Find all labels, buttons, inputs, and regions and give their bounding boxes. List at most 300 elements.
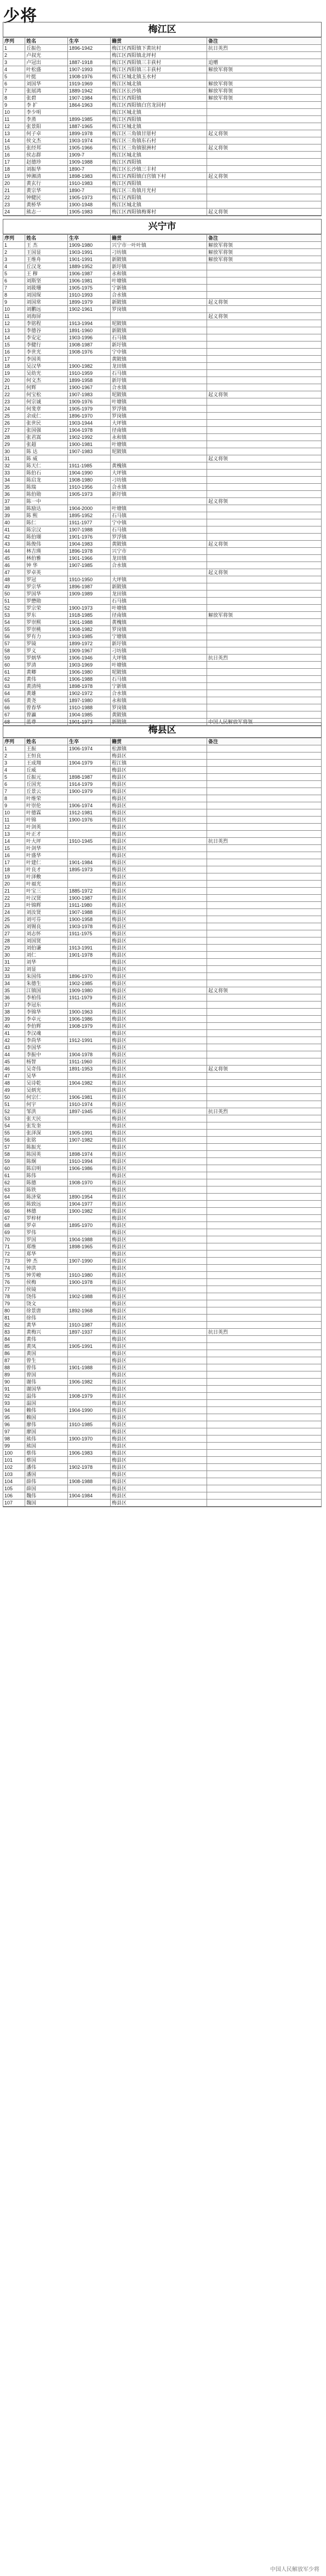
col-life	[68, 795, 111, 802]
col-hometown: 梅县区	[111, 1215, 207, 1222]
col-name: 蔡国	[25, 1457, 68, 1464]
col-life	[68, 569, 111, 576]
col-note	[207, 1115, 322, 1122]
col-hometown: 合水镇	[111, 384, 207, 391]
col-name: 罗卓	[25, 1222, 68, 1229]
col-index: 33	[3, 470, 25, 477]
col-note	[207, 945, 322, 952]
col-index: 49	[3, 1087, 25, 1094]
col-index: 23	[3, 398, 25, 406]
col-index: 66	[3, 704, 25, 711]
col-name: 黄凤	[25, 1343, 68, 1350]
col-life: 1906-1982	[68, 1379, 111, 1386]
table-row	[3, 180, 322, 187]
col-hometown: 梅县区	[111, 1115, 207, 1122]
table-row	[3, 669, 322, 676]
col-name: 刘志怀	[25, 930, 68, 937]
table-row	[3, 102, 322, 109]
table-row	[3, 1172, 322, 1179]
col-index: 20	[3, 881, 25, 888]
table-row	[3, 159, 322, 166]
col-hometown: 梅县区	[111, 1051, 207, 1058]
col-hometown: 梅县区	[111, 1222, 207, 1229]
col-index: 63	[3, 683, 25, 690]
col-hometown: 梅县区	[111, 888, 207, 895]
col-life: 1892-1968	[68, 1307, 111, 1315]
col-note	[207, 441, 322, 448]
col-life: 1900-1981	[68, 441, 111, 448]
col-index: 40	[3, 1023, 25, 1030]
table-row	[3, 1165, 322, 1172]
table-row	[3, 130, 322, 137]
col-life: 1889-1942	[68, 88, 111, 95]
table-row	[3, 1400, 322, 1407]
col-name: 陈伯石	[25, 470, 68, 477]
col-index: 96	[3, 1421, 25, 1428]
col-life: 1911-1979	[68, 994, 111, 1002]
table-row	[3, 1037, 322, 1044]
col-life: 1910-1950	[68, 576, 111, 583]
col-index: 24	[3, 209, 25, 216]
col-index: 10	[3, 306, 25, 313]
table-row	[3, 788, 322, 795]
col-hometown: 梅县区	[111, 795, 207, 802]
col-name: 李国英	[25, 356, 68, 363]
section-table	[3, 738, 322, 1507]
table-row	[3, 420, 322, 427]
col-hometown: 梅县区	[111, 1414, 207, 1421]
col-hometown: 梅县区	[111, 945, 207, 952]
table-row	[3, 859, 322, 866]
col-index: 9	[3, 299, 25, 306]
table-row	[3, 959, 322, 966]
table-row	[3, 356, 322, 363]
col-index: 12	[3, 123, 25, 130]
col-name: 刘国常	[25, 299, 68, 306]
col-note	[207, 873, 322, 881]
col-index: 3	[3, 59, 25, 66]
col-index: 31	[3, 455, 25, 462]
col-index: 5	[3, 774, 25, 781]
col-life: 1903-1969	[68, 662, 111, 669]
col-hometown: 梅江区城北镇	[111, 109, 207, 116]
col-note	[207, 895, 322, 902]
col-name: 黄玄行	[25, 180, 68, 187]
table-row	[3, 881, 322, 888]
col-index: 42	[3, 534, 25, 541]
col-note: 解放军将领	[207, 612, 322, 619]
col-note	[207, 1279, 322, 1286]
col-name: 何宗仁	[25, 1094, 68, 1101]
col-note: 起义将领	[207, 173, 322, 180]
table-row	[3, 320, 322, 327]
col-name: 刘海屏	[25, 313, 68, 320]
table-row	[3, 391, 322, 398]
col-life: 1905-1975	[68, 285, 111, 292]
col-name: 熊伟	[25, 1435, 68, 1443]
col-index: 62	[3, 676, 25, 683]
col-life: 1902-1978	[68, 1464, 111, 1471]
col-life: 1898-1983	[68, 173, 111, 180]
table-row	[3, 619, 322, 626]
col-life	[68, 598, 111, 605]
col-hometown: 梅江区西阳镇	[111, 116, 207, 123]
col-note: 抗日英烈	[207, 1108, 322, 1115]
col-note	[207, 640, 322, 647]
col-note	[207, 626, 322, 633]
col-index: 22	[3, 391, 25, 398]
table-row	[3, 1279, 322, 1286]
col-note	[207, 1229, 322, 1236]
col-hometown: 梅县区	[111, 1201, 207, 1208]
col-index: 40	[3, 519, 25, 526]
table-row	[3, 59, 322, 66]
col-note	[207, 341, 322, 349]
col-index: 10	[3, 109, 25, 116]
col-note	[207, 406, 322, 413]
col-note	[207, 767, 322, 774]
col-hometown	[111, 569, 207, 576]
col-life	[68, 1044, 111, 1051]
section-table	[3, 37, 322, 216]
col-hometown: 梅县区	[111, 1087, 207, 1094]
col-life: 1896-1942	[68, 45, 111, 52]
table-row	[3, 1215, 322, 1222]
col-note	[207, 1379, 322, 1386]
col-name: 王维舟	[25, 256, 68, 263]
col-index: 67	[3, 1215, 25, 1222]
table-row	[3, 1080, 322, 1087]
col-life: 1902-1985	[68, 980, 111, 987]
col-index: 43	[3, 541, 25, 548]
col-index: 21	[3, 888, 25, 895]
col-name: 江镇国	[25, 987, 68, 994]
table-row	[3, 470, 322, 477]
col-life: 1901-1984	[68, 859, 111, 866]
col-life: 1909-1980	[68, 987, 111, 994]
col-note: 解放军将领	[207, 249, 322, 256]
col-index: 4	[3, 263, 25, 270]
col-life: 1911-1975	[68, 930, 111, 937]
col-index: 27	[3, 930, 25, 937]
col-hometown: 梅县区	[111, 881, 207, 888]
table-row	[3, 1435, 322, 1443]
col-name: 张经邦	[25, 144, 68, 152]
col-hometown: 梅县区	[111, 1371, 207, 1379]
col-life: 1904-1978	[68, 427, 111, 434]
header-col-note: 备注	[207, 235, 322, 242]
col-hometown: 梅县区	[111, 817, 207, 824]
col-note	[207, 1208, 322, 1215]
col-life: 1901-1976	[68, 534, 111, 541]
col-life	[68, 1229, 111, 1236]
col-life: 1901-1973	[68, 719, 111, 726]
col-note	[207, 647, 322, 655]
table-row	[3, 173, 322, 180]
col-index: 28	[3, 937, 25, 945]
header-col-note: 备注	[207, 738, 322, 745]
table-row	[3, 916, 322, 923]
col-name: 叶锦辉	[25, 902, 68, 909]
col-note	[207, 1300, 322, 1307]
col-hometown: 黄槐镇	[111, 462, 207, 470]
col-name: 黄雄	[25, 690, 68, 697]
col-hometown: 梅县区	[111, 952, 207, 959]
col-note	[207, 1186, 322, 1194]
col-life	[68, 1315, 111, 1322]
col-life: 1910-1993	[68, 292, 111, 299]
col-note	[207, 1122, 322, 1130]
col-name: 侯志群	[25, 152, 68, 159]
col-note	[207, 1357, 322, 1364]
col-index: 56	[3, 633, 25, 640]
table-row	[3, 52, 322, 59]
col-note	[207, 937, 322, 945]
col-hometown: 龙田镇	[111, 555, 207, 562]
col-index: 15	[3, 144, 25, 152]
table-row	[3, 256, 322, 263]
col-hometown: 梅县区	[111, 1009, 207, 1016]
col-name: 叶建仁	[25, 859, 68, 866]
col-note: 起义将领	[207, 391, 322, 398]
col-life: 1903-1985	[68, 633, 111, 640]
table-row	[3, 1073, 322, 1080]
col-index: 90	[3, 1379, 25, 1386]
col-note	[207, 555, 322, 562]
col-index: 27	[3, 427, 25, 434]
col-life: 1900-1948	[68, 201, 111, 209]
col-life: 1907-1983	[68, 391, 111, 398]
col-name: 薛国	[25, 1485, 68, 1492]
table-row	[3, 1371, 322, 1379]
col-name: 何文杰	[25, 377, 68, 384]
col-hometown: 梅县区	[111, 1144, 207, 1151]
col-index: 6	[3, 781, 25, 788]
table-row	[3, 137, 322, 144]
col-note	[207, 909, 322, 916]
col-index: 51	[3, 1101, 25, 1108]
col-note: 起义将领	[207, 299, 322, 306]
col-note: 抗日英烈	[207, 838, 322, 845]
col-life: 1905-1979	[68, 406, 111, 413]
col-name: 刘仁	[25, 952, 68, 959]
table-row	[3, 484, 322, 491]
col-index: 47	[3, 569, 25, 576]
header-col-index: 序列	[3, 738, 25, 745]
col-hometown: 新圩镇	[111, 263, 207, 270]
col-note: 解放军将领	[207, 66, 322, 73]
table-row	[3, 626, 322, 633]
col-life: 1911-1985	[68, 462, 111, 470]
col-name: 谢国华	[25, 1386, 68, 1393]
col-note	[207, 52, 322, 59]
table-row	[3, 555, 322, 562]
col-index: 107	[3, 1500, 25, 1507]
col-note	[207, 1144, 322, 1151]
col-index: 42	[3, 1037, 25, 1044]
col-name: 曾伟	[25, 1364, 68, 1371]
col-life: 1903-1944	[68, 420, 111, 427]
col-life	[68, 937, 111, 945]
col-index: 15	[3, 845, 25, 852]
col-hometown: 梅县区	[111, 1151, 207, 1158]
table-row	[3, 1414, 322, 1421]
col-note	[207, 519, 322, 526]
header-col-hometown: 籍贯	[111, 38, 207, 45]
table-row	[3, 491, 322, 498]
col-index: 11	[3, 116, 25, 123]
col-hometown: 梅县区	[111, 1172, 207, 1179]
col-note	[207, 1343, 322, 1350]
table-row	[3, 1222, 322, 1229]
col-hometown: 罗岗镇	[111, 413, 207, 420]
table-row	[3, 1322, 322, 1329]
table-row	[3, 1094, 322, 1101]
col-note	[207, 1450, 322, 1457]
col-note	[207, 1243, 322, 1251]
table-row	[3, 802, 322, 809]
col-life: 1898-1974	[68, 1151, 111, 1158]
col-note	[207, 774, 322, 781]
col-life: 1908-1979	[68, 1023, 111, 1030]
col-name: 丘振元	[25, 774, 68, 781]
table-row	[3, 845, 322, 852]
col-index: 79	[3, 1300, 25, 1307]
col-name: 叶盛华	[25, 852, 68, 859]
col-life: 1900-1973	[68, 605, 111, 612]
table-row	[3, 1115, 322, 1122]
col-name: 丘国光	[25, 781, 68, 788]
col-note	[207, 398, 322, 406]
col-index: 22	[3, 895, 25, 902]
col-name: 钟健民	[25, 194, 68, 201]
col-hometown: 兴宁市	[111, 548, 207, 555]
col-note	[207, 1386, 322, 1393]
col-hometown: 梅江区西阳镇三丰荻村	[111, 66, 207, 73]
table-row	[3, 752, 322, 760]
section-title: 梅江区	[3, 22, 322, 37]
col-name: 潘国	[25, 1471, 68, 1478]
col-life	[68, 1073, 111, 1080]
col-name: 张展鸿	[25, 88, 68, 95]
col-life: 1911-1980	[68, 902, 111, 909]
col-hometown: 径南镇	[111, 612, 207, 619]
col-index: 53	[3, 612, 25, 619]
col-note	[207, 102, 322, 109]
col-name: 陈 熙	[25, 512, 68, 519]
table-row	[3, 66, 322, 73]
col-index: 9	[3, 102, 25, 109]
table-row	[3, 1087, 322, 1094]
table-row	[3, 462, 322, 470]
section-meixian	[3, 722, 322, 1507]
col-index: 48	[3, 1080, 25, 1087]
col-note	[207, 1336, 322, 1343]
table-row	[3, 73, 322, 80]
col-index: 24	[3, 909, 25, 916]
col-note	[207, 583, 322, 591]
col-name: 叶维荣	[25, 795, 68, 802]
col-name: 丘景云	[25, 788, 68, 795]
col-note	[207, 1322, 322, 1329]
col-name: 王 杰	[25, 242, 68, 249]
col-life: 1887-1918	[68, 59, 111, 66]
col-index: 81	[3, 1315, 25, 1322]
header-col-index: 序列	[3, 235, 25, 242]
col-name: 朱德生	[25, 980, 68, 987]
header-col-name: 姓名	[25, 235, 68, 242]
col-name: 陈俊伟	[25, 541, 68, 548]
col-hometown: 黄陂镇	[111, 356, 207, 363]
col-hometown: 大坪镇	[111, 655, 207, 662]
col-note	[207, 697, 322, 704]
col-hometown: 梅县区	[111, 1130, 207, 1137]
col-life: 1905-1983	[68, 209, 111, 216]
col-name: 罗卓英	[25, 569, 68, 576]
col-note	[207, 711, 322, 719]
col-hometown: 梅江区西阳镇三丰荻村	[111, 59, 207, 66]
col-life	[68, 1443, 111, 1450]
col-hometown: 梅县区	[111, 1364, 207, 1371]
col-note	[207, 952, 322, 959]
col-name: 张碧	[25, 95, 68, 102]
col-name: 曾瀛	[25, 711, 68, 719]
col-life: 1908-1970	[68, 1179, 111, 1186]
col-name: 陈瑞	[25, 484, 68, 491]
col-index: 2	[3, 52, 25, 59]
table-row	[3, 1407, 322, 1414]
table-row	[3, 1293, 322, 1300]
col-note	[207, 1435, 322, 1443]
table-row	[3, 655, 322, 662]
col-hometown: 梅县区	[111, 1265, 207, 1272]
col-life: 1919-1969	[68, 80, 111, 88]
col-name: 钟芳峻	[25, 1272, 68, 1279]
col-note: 解放军将领	[207, 80, 322, 88]
col-life: 1903-1996	[68, 334, 111, 341]
watermark: 中国人民解放军少将	[270, 2567, 319, 2573]
col-name: 王国显	[25, 249, 68, 256]
col-life: 1900-1970	[68, 1435, 111, 1443]
col-note	[207, 831, 322, 838]
col-name: 罗镜	[25, 640, 68, 647]
table-row	[3, 144, 322, 152]
col-hometown: 梅县区	[111, 831, 207, 838]
col-note	[207, 745, 322, 752]
col-hometown: 梅县区	[111, 1066, 207, 1073]
col-note	[207, 1087, 322, 1094]
col-name: 张景阳	[25, 123, 68, 130]
col-hometown: 石马镇	[111, 370, 207, 377]
table-row	[3, 477, 322, 484]
col-life: 1900-1987	[68, 895, 111, 902]
col-life: 1902-1972	[68, 690, 111, 697]
col-note	[207, 462, 322, 470]
col-note	[207, 159, 322, 166]
col-hometown: 梅县区	[111, 1322, 207, 1329]
col-hometown: 梅县区	[111, 802, 207, 809]
col-life	[68, 1428, 111, 1435]
col-index: 59	[3, 1158, 25, 1165]
col-name: 何宇	[25, 1101, 68, 1108]
col-name: 卢冠出	[25, 59, 68, 66]
col-name: 陈德	[25, 1179, 68, 1186]
col-index: 51	[3, 598, 25, 605]
col-name: 钟 杰	[25, 1258, 68, 1265]
table-row	[3, 745, 322, 752]
table-row	[3, 576, 322, 583]
col-index: 14	[3, 838, 25, 845]
